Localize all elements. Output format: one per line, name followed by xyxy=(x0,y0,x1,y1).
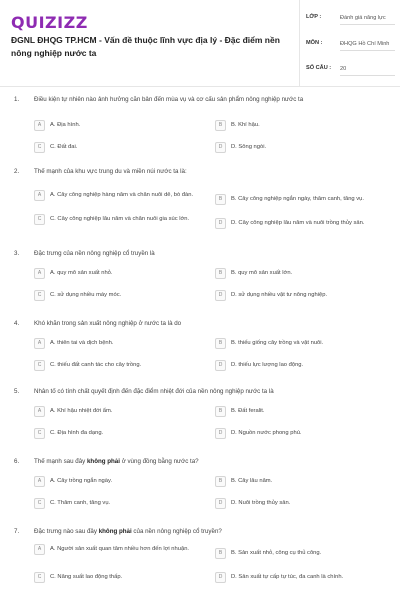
option-letter: D xyxy=(215,428,226,439)
option-text: A. quy mô sản xuất nhỏ. xyxy=(50,270,113,276)
option-letter: A xyxy=(34,120,45,131)
question-text: Đặc trưng nào sau đây không phải của nền nông nghiệp cổ truyền? xyxy=(34,528,222,535)
option-text: D. Nguồn nước phong phú. xyxy=(231,430,302,436)
option-text: A. thiên tai và dịch bệnh. xyxy=(50,340,114,346)
option-letter: B xyxy=(215,476,226,487)
option-text: D. Nuôi trồng thủy sản. xyxy=(231,500,291,506)
option-letter: D xyxy=(215,218,226,229)
option-letter: D xyxy=(215,498,226,509)
option-text: A. Người sản xuất quan tâm nhiều hơn đến lợi nhuận. xyxy=(50,546,190,552)
option-text: B. Cây công nghiệp ngắn ngày, thâm canh, tăng vụ. xyxy=(231,196,364,202)
option-letter: B xyxy=(215,338,226,349)
option-letter: B xyxy=(215,548,226,559)
option-text: D. Cây công nghiệp lâu năm và nuôi trồng thủy sản. xyxy=(231,220,365,226)
option-letter: C xyxy=(34,142,45,153)
option-text: D. sử dụng nhiều vật tư nông nghiệp. xyxy=(231,292,328,298)
mon-value: ĐHQG Hồ Chí Minh xyxy=(340,40,395,51)
option-letter: B xyxy=(215,268,226,279)
question-number: 6. xyxy=(14,458,20,465)
option-text: B. Sản xuất nhỏ, công cụ thủ công. xyxy=(231,550,322,556)
question-number: 2. xyxy=(14,168,20,175)
option-letter: C xyxy=(34,498,45,509)
option-text: B. thiếu giống cây trồng và vật nuôi. xyxy=(231,340,324,346)
option-letter: A xyxy=(34,476,45,487)
option-letter: C xyxy=(34,572,45,583)
option-text: B. Khí hậu. xyxy=(231,122,260,128)
worksheet-title: ĐGNL ĐHQG TP.HCM - Vấn đề thuộc lĩnh vực địa lý - Đặc điểm nền nông nghiệp nước ta xyxy=(11,35,280,58)
option-text: D. thiếu lực lượng lao động. xyxy=(231,362,304,368)
option-letter: D xyxy=(215,360,226,371)
option-text: D. Sản xuất tự cấp tự túc, đa canh là chính. xyxy=(231,574,344,580)
option-letter: C xyxy=(34,428,45,439)
question-number: 5. xyxy=(14,388,20,395)
option-letter: A xyxy=(34,268,45,279)
option-text: C. Địa hình đa dạng. xyxy=(50,430,104,436)
option-letter: B xyxy=(215,406,226,417)
quizizz-logo: QUIZIZZ xyxy=(11,13,88,32)
option-text: B. Cây lâu năm. xyxy=(231,478,273,484)
option-letter: C xyxy=(34,290,45,301)
option-text: B. quy mô sản xuất lớn. xyxy=(231,270,293,276)
question-text: Thế mạnh sau đây không phải ở vùng đồng bằng nước ta? xyxy=(34,458,199,465)
option-letter: A xyxy=(34,406,45,417)
option-letter: D xyxy=(215,142,226,153)
option-text: C. sử dụng nhiều máy móc. xyxy=(50,292,122,298)
option-letter: D xyxy=(215,572,226,583)
worksheet-header xyxy=(0,0,400,87)
question-number: 4. xyxy=(14,320,20,327)
question-text: Nhân tố có tính chất quyết định đến đặc điểm nhiệt đới của nền nông nghiệp nước ta là xyxy=(34,388,274,395)
option-text: B. Đất feralit. xyxy=(231,408,265,414)
option-text: A. Cây trồng ngắn ngày. xyxy=(50,478,113,484)
mon-label: MÔN : xyxy=(306,40,323,46)
option-text: C. Năng suất lao động thấp. xyxy=(50,574,123,580)
question-text: Thế mạnh của khu vực trung du và miền núi nước ta là: xyxy=(34,168,187,175)
option-text: C. Đất đai. xyxy=(50,144,78,150)
socau-label: SỐ CÂU : xyxy=(306,65,332,71)
option-letter: B xyxy=(215,194,226,205)
meta-panel xyxy=(299,0,400,86)
question-text: Điều kiện tự nhiên nào ảnh hưởng căn bản đến mùa vụ và cơ cấu sản phẩm nông nghiệp nước ta xyxy=(34,96,304,103)
option-letter: C xyxy=(34,214,45,225)
option-text: D. Sông ngòi. xyxy=(231,144,267,150)
option-letter: B xyxy=(215,120,226,131)
option-letter: A xyxy=(34,338,45,349)
option-letter: D xyxy=(215,290,226,301)
question-number: 1. xyxy=(14,96,20,103)
lop-label: LỚP : xyxy=(306,14,322,20)
option-text: C. Cây công nghiệp lâu năm và chăn nuôi gia súc lớn. xyxy=(50,216,190,222)
option-letter: C xyxy=(34,360,45,371)
option-text: C. Thâm canh, tăng vụ. xyxy=(50,500,111,506)
socau-value: 20 xyxy=(340,65,395,76)
option-text: A. Cây công nghiệp hàng năm và chăn nuôi dê, bò đàn. xyxy=(50,192,194,198)
question-number: 3. xyxy=(14,250,20,257)
lop-value: Đánh giá năng lực xyxy=(340,14,395,25)
question-text: Khó khăn trong sản xuất nông nghiệp ở nước ta là do xyxy=(34,320,182,327)
option-letter: A xyxy=(34,190,45,201)
option-text: A. Khí hậu nhiệt đới ẩm. xyxy=(50,408,113,414)
question-number: 7. xyxy=(14,528,20,535)
question-text: Đặc trưng của nền nông nghiệp cổ truyền là xyxy=(34,250,155,257)
option-text: A. Địa hình. xyxy=(50,122,81,128)
option-text: C. thiếu đất canh tác cho cây trồng. xyxy=(50,362,142,368)
option-letter: A xyxy=(34,544,45,555)
